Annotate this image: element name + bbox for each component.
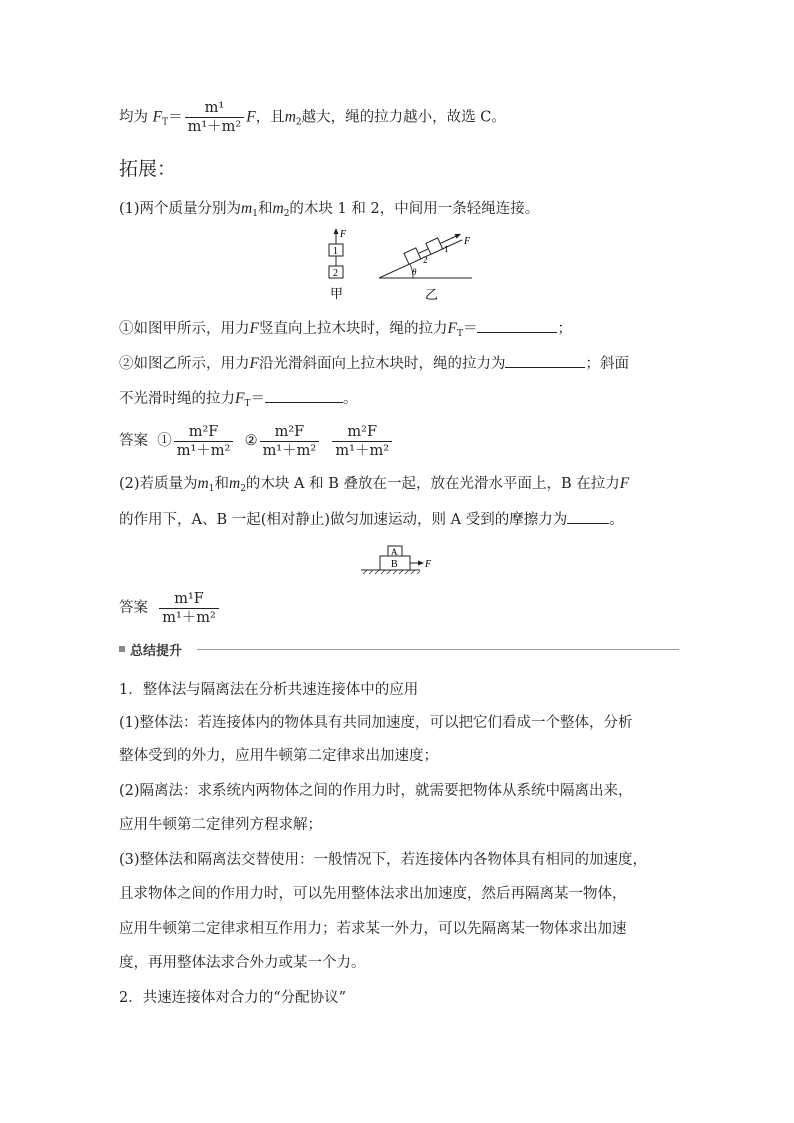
body-line-5: 应用牛顿第二定律列方程求解； [119,817,322,833]
summary-section-header: 总结提升 [119,640,679,658]
incline-block-2-label: 2 [423,255,428,265]
body-line-1: 1．整体法与隔离法在分析共速连接体中的应用 [119,682,419,698]
q1-part2: ②如图乙所示，用力F沿光滑斜面向上拉木块时，绳的拉力为 ；斜面 [119,352,629,374]
body-line-3: 整体受到的外力，应用牛顿第二定律求出加速度； [119,748,438,764]
force-F-label: F [425,559,432,570]
extension-heading: 拓展： [119,158,177,180]
answer-blank-1 [477,317,557,333]
body-line-10: 2．共速连接体对合力的“分配协议” [119,990,347,1006]
answer-blank-3 [265,387,343,403]
theta-label: θ [412,267,417,277]
incline-block-1 [426,238,443,254]
block-A-label: A [391,547,398,557]
block-B-label: B [391,559,398,570]
q1-stem: (1)两个质量分别为$m_1$和$m_2$的木块 1 和 2，中间用一条轻绳连接。 [119,200,540,219]
body-line-2: (1)整体法：若连接体内的物体具有共同加速度，可以把它们看成一个整体，分析 [119,715,633,731]
block-1-label: 1 [333,246,338,257]
answer-1: 答案 ① $\frac{\text{m²F}}{\text{m¹＋m²}}$ ② $\frac{\text{m²F}}{\text{m¹＋m²}}$ $\frac{\text{m²F}}{\text{m¹＋m²}}$ [119,420,394,462]
answer-blank-2 [505,352,585,368]
force-label: F [340,229,347,240]
figure-jia [320,226,360,304]
figure-jia-caption: 甲 [330,286,344,301]
q2-line2: 的作用下，A、B 一起(相对静止)做匀加速运动，则 A 受到的摩擦力为 。 [119,508,624,530]
square-bullet-icon [119,646,125,652]
q1-part1: ①如图甲所示，用力F竖直向上拉木块时，绳的拉力$F_T=$ ； [119,317,572,344]
incline-force-label: F [464,236,471,247]
figure-stacked-blocks [358,543,438,575]
figure-yi [376,226,480,304]
intro-fraction: $\frac{\text{m¹}}{\text{m¹＋m²}}$ [185,99,245,136]
incline-block-1-label: 1 [444,244,449,254]
body-line-6: (3)整体法和隔离法交替使用：一般情况下，若连接体内各物体具有相同的加速度， [119,852,648,868]
divider-line [197,649,679,650]
body-line-7: 且求物体之间的作用力时，可以先用整体法求出加速度，然后再隔离某一物体， [119,886,627,902]
answer-label: 答案 [119,600,148,616]
answer-2: 答案 $\frac{\text{m¹F}}{\text{m¹＋m²}}$ [119,587,221,629]
intro-line: 均为 $F_T=$ $\frac{\text{m¹}}{\text{m¹＋m²}}$ F，且$m_2$越大，绳的拉力越小，故选 C。 [119,100,506,135]
incline-block-2 [404,248,421,264]
q2-line1: (2)若质量为$m_1$和$m_2$的木块 A 和 B 叠放在一起，放在光滑水平面上，B 在拉力F [119,475,630,494]
body-line-9: 度，再用整体法求合外力或某一个力。 [119,955,366,971]
answer-blank-4 [567,508,609,524]
block-2-label: 2 [333,268,338,279]
body-line-8: 应用牛顿第二定律求相互作用力；若求某一外力，可以先隔离某一物体求出加速 [119,921,627,937]
body-line-4: (2)隔离法：求系统内两物体之间的作用力时，就需要把物体从系统中隔离出来， [119,783,633,799]
answer-label: 答案 [119,433,148,449]
q1-part3: 不光滑时绳的拉力$F_T=$ 。 [119,387,357,414]
figure-yi-caption: 乙 [425,287,439,302]
